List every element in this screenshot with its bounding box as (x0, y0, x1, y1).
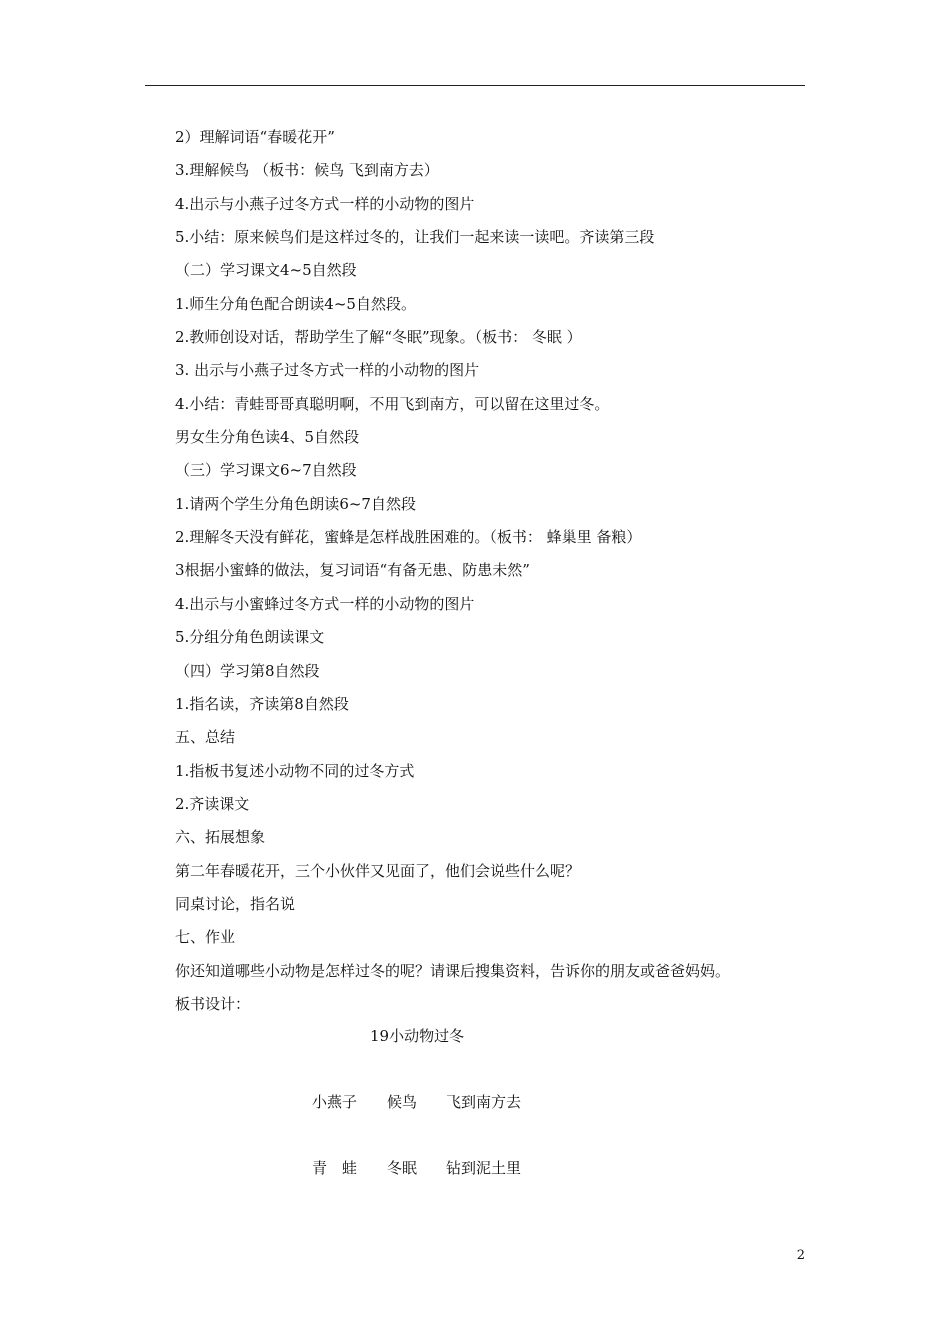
section-heading: （二）学习课文4~5自然段 (175, 261, 357, 280)
lesson-line: 1.指板书复述小动物不同的过冬方式 (175, 761, 415, 780)
board-method: 钻到泥土里 (446, 1159, 522, 1177)
section-heading: 五、总结 (175, 728, 236, 747)
section-heading: （三）学习课文6~7自然段 (175, 461, 357, 480)
lesson-line: 4.小结：青蛙哥哥真聪明啊，不用飞到南方，可以留在这里过冬。 (175, 394, 610, 413)
lesson-line: 3.理解候鸟 （板书：候鸟 飞到南方去） (175, 161, 439, 180)
lesson-line: 2.理解冬天没有鲜花，蜜蜂是怎样战胜困难的。（板书： 蜂巢里 备粮） (175, 528, 642, 547)
lesson-line: 2）理解词语“春暖花开” (175, 128, 335, 146)
page-number: 2 (796, 1248, 805, 1263)
lesson-line: 4.出示与小燕子过冬方式一样的小动物的图片 (175, 194, 475, 213)
lesson-line: 5.分组分角色朗读课文 (175, 628, 325, 647)
lesson-line: 你还知道哪些小动物是怎样过冬的呢？请课后搜集资料，告诉你的朋友或爸爸妈妈。 (175, 961, 731, 980)
board-design-label: 板书设计： (175, 994, 251, 1013)
board-category: 候鸟 (387, 1093, 418, 1111)
board-row (312, 1090, 521, 1114)
lesson-line: 3. 出示与小燕子过冬方式一样的小动物的图片 (175, 361, 480, 380)
lesson-line: 男女生分角色读4、5自然段 (175, 428, 360, 447)
board-row (312, 1156, 521, 1180)
lesson-line: 4.出示与小蜜蜂过冬方式一样的小动物的图片 (175, 594, 475, 613)
lesson-line: 2.教师创设对话，帮助学生了解“冬眠”现象。（板书： 冬眠 ） (175, 328, 582, 347)
lesson-body (175, 124, 825, 1024)
header-rule (145, 85, 805, 86)
lesson-line: 1.请两个学生分角色朗读6~7自然段 (175, 494, 416, 513)
lesson-line: 5.小结：原来候鸟们是这样过冬的，让我们一起来读一读吧。齐读第三段 (175, 228, 655, 247)
section-heading: 六、拓展想象 (175, 828, 266, 847)
lesson-line: 1.师生分角色配合朗读4~5自然段。 (175, 294, 416, 313)
lesson-line: 第二年春暖花开，三个小伙伴又见面了，他们会说些什么呢？ (175, 861, 581, 880)
board-title: 19小动物过冬 (370, 1027, 465, 1045)
board-category: 冬眠 (387, 1159, 418, 1177)
section-heading: （四）学习第8自然段 (175, 661, 320, 680)
board-method: 飞到南方去 (446, 1093, 522, 1111)
lesson-line: 3根据小蜜蜂的做法，复习词语“有备无患、防患未然” (175, 561, 530, 580)
lesson-line: 2.齐读课文 (175, 794, 250, 813)
lesson-line: 1.指名读，齐读第8自然段 (175, 694, 349, 713)
lesson-line: 同桌讨论，指名说 (175, 894, 296, 913)
board-animal: 青 蛙 (312, 1159, 358, 1177)
section-heading: 七、作业 (175, 928, 236, 947)
board-animal: 小燕子 (312, 1093, 358, 1111)
